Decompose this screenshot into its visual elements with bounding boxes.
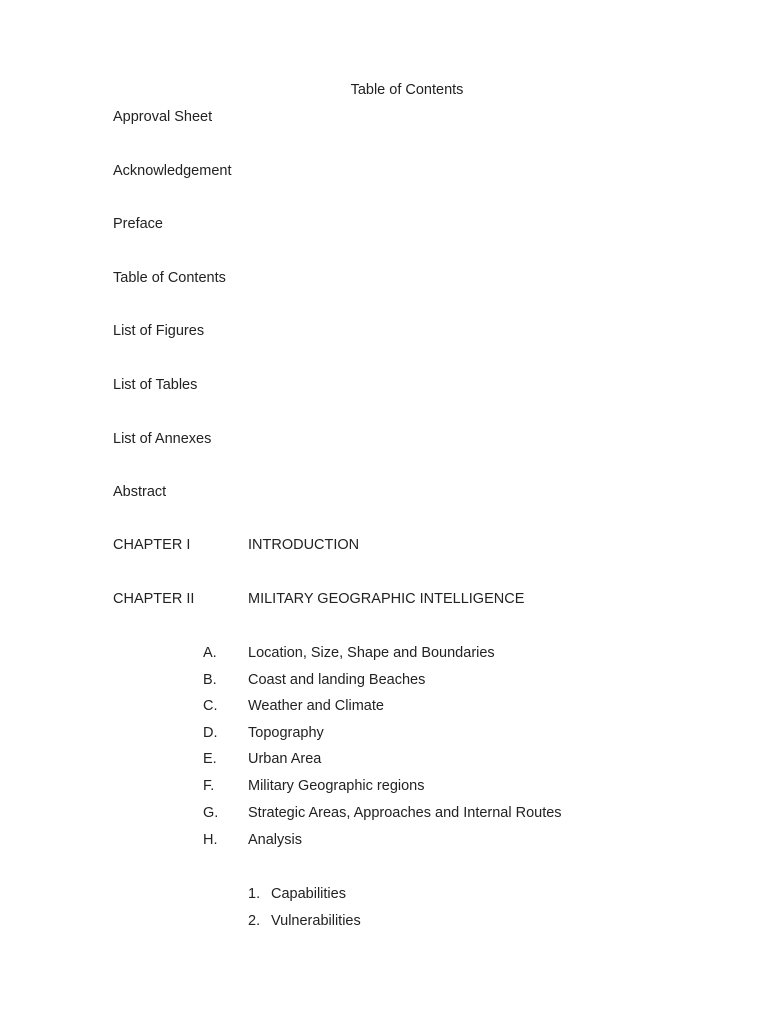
section-a-letter: A. [203, 645, 217, 661]
section-h-text: Analysis [248, 832, 302, 848]
section-d-letter: D. [203, 725, 218, 741]
section-c-letter: C. [203, 698, 218, 714]
section-g-letter: G. [203, 805, 219, 821]
toc-entry-acknowledgement: Acknowledgement [113, 163, 232, 179]
section-e-letter: E. [203, 751, 217, 767]
subsection-1-number: 1. [248, 886, 261, 902]
chapter-1-title: INTRODUCTION [248, 537, 360, 553]
page-title: Table of Contents [350, 82, 464, 98]
section-a-text: Location, Size, Shape and Boundaries [248, 645, 495, 661]
section-b-letter: B. [203, 672, 217, 688]
toc-entry-abstract: Abstract [113, 484, 167, 500]
toc-entry-list-of-figures: List of Figures [113, 323, 205, 339]
chapter-1-label: CHAPTER I [113, 537, 191, 553]
subsection-2-text: Vulnerabilities [271, 913, 361, 929]
toc-entry-approval-sheet: Approval Sheet [113, 109, 213, 125]
section-f-text: Military Geographic regions [248, 778, 425, 794]
section-h-letter: H. [203, 832, 218, 848]
section-d-text: Topography [248, 725, 324, 741]
toc-entry-preface: Preface [113, 216, 163, 232]
chapter-2-label: CHAPTER II [113, 591, 195, 607]
section-g-text: Strategic Areas, Approaches and Internal Routes [248, 805, 562, 821]
toc-entry-list-of-tables: List of Tables [113, 377, 198, 393]
section-b-text: Coast and landing Beaches [248, 672, 426, 688]
subsection-2-number: 2. [248, 913, 261, 929]
section-c-text: Weather and Climate [248, 698, 384, 714]
section-e-text: Urban Area [248, 751, 322, 767]
section-f-letter: F. [203, 778, 215, 794]
subsection-1-text: Capabilities [271, 886, 346, 902]
toc-entry-table-of-contents: Table of Contents [113, 270, 226, 286]
chapter-2-title: MILITARY GEOGRAPHIC INTELLIGENCE [248, 591, 525, 607]
toc-entry-list-of-annexes: List of Annexes [113, 431, 212, 447]
